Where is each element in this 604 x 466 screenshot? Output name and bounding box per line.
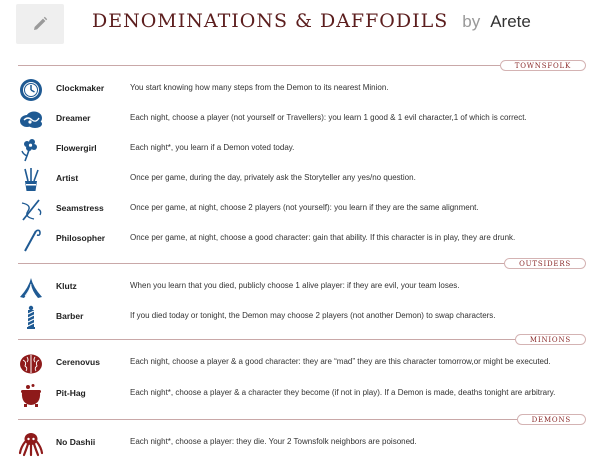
character-row-klutz bbox=[18, 274, 598, 302]
by-label: by bbox=[462, 12, 481, 31]
character-name: Barber bbox=[56, 311, 84, 321]
character-name: Pit-Hag bbox=[56, 388, 86, 398]
character-ability: Each night*, you learn if a Demon voted today. bbox=[130, 143, 295, 152]
script-header bbox=[92, 10, 531, 40]
character-name: Flowergirl bbox=[56, 143, 97, 153]
character-row-philosopher bbox=[18, 226, 598, 254]
character-ability: Once per game, at night, choose a good character: gain that ability. If this character is in play, they are drunk. bbox=[130, 233, 516, 242]
author-name: Arete bbox=[490, 12, 531, 31]
dream-cloud-icon bbox=[18, 107, 44, 133]
character-ability: Each night*, choose a player: they die. Your 2 Townsfolk neighbors are poisoned. bbox=[130, 437, 417, 446]
section-label-demons: DEMONS bbox=[517, 414, 586, 425]
flower-icon bbox=[18, 137, 44, 163]
character-ability: You start knowing how many steps from the Demon to its nearest Minion. bbox=[130, 83, 389, 92]
character-row-dreamer bbox=[18, 106, 598, 134]
character-ability: Once per game, during the day, privately ask the Storyteller any yes/no question. bbox=[130, 173, 416, 182]
banana-icon bbox=[18, 275, 44, 301]
character-row-artist bbox=[18, 166, 598, 194]
needle-thread-icon bbox=[18, 197, 44, 223]
section-divider-minions bbox=[18, 335, 586, 345]
character-row-seamstress bbox=[18, 196, 598, 224]
character-name: Dreamer bbox=[56, 113, 91, 123]
character-name: Philosopher bbox=[56, 233, 106, 243]
section-divider-outsiders bbox=[18, 259, 586, 269]
character-row-pit-hag bbox=[18, 381, 598, 409]
character-name: No Dashii bbox=[56, 437, 96, 447]
character-ability: Each night, choose a player (not yourself or Travellers): you learn 1 good & 1 evil character,1 of which is correct. bbox=[130, 113, 527, 122]
character-name: Clockmaker bbox=[56, 83, 105, 93]
section-label-minions: MINIONS bbox=[515, 334, 586, 345]
section-label-outsiders: OUTSIDERS bbox=[504, 258, 586, 269]
character-name: Cerenovus bbox=[56, 357, 100, 367]
character-ability: Once per game, at night, choose 2 players (not yourself): you learn if they are the same alignment. bbox=[130, 203, 479, 212]
character-ability: Each night, choose a player & a good character: they are “mad” they are this character tomorrow,or might be executed. bbox=[130, 357, 551, 366]
character-ability: If you died today or tonight, the Demon may choose 2 players (not another Demon) to swap characters. bbox=[130, 311, 496, 320]
section-label-townsfolk: TOWNSFOLK bbox=[500, 60, 586, 71]
character-row-clockmaker bbox=[18, 76, 598, 104]
character-row-cerenovus bbox=[18, 350, 598, 378]
edit-button[interactable] bbox=[16, 4, 64, 44]
script-title: DENOMINATIONS & DAFFODILS bbox=[92, 10, 449, 32]
clock-icon bbox=[18, 77, 44, 103]
character-row-flowergirl bbox=[18, 136, 598, 164]
cauldron-icon bbox=[18, 382, 44, 408]
section-divider-townsfolk bbox=[18, 61, 586, 71]
pencil-icon bbox=[31, 15, 49, 33]
character-name: Klutz bbox=[56, 281, 77, 291]
character-name: Artist bbox=[56, 173, 79, 183]
character-ability: When you learn that you died, publicly choose 1 alive player: if they are evil, your team loses. bbox=[130, 281, 460, 290]
character-name: Seamstress bbox=[56, 203, 104, 213]
paintbrush-icon bbox=[18, 167, 44, 193]
octopus-icon bbox=[18, 431, 44, 457]
staff-icon bbox=[18, 227, 44, 253]
barber-pole-icon bbox=[18, 305, 44, 331]
character-row-no-dashii bbox=[18, 430, 598, 458]
brain-icon bbox=[18, 351, 44, 377]
section-divider-demons bbox=[18, 415, 586, 425]
character-ability: Each night*, choose a player & a character they become (if not in play). If a Demon is made, deaths tonight are arbitrary. bbox=[130, 388, 556, 397]
character-row-barber bbox=[18, 304, 598, 332]
